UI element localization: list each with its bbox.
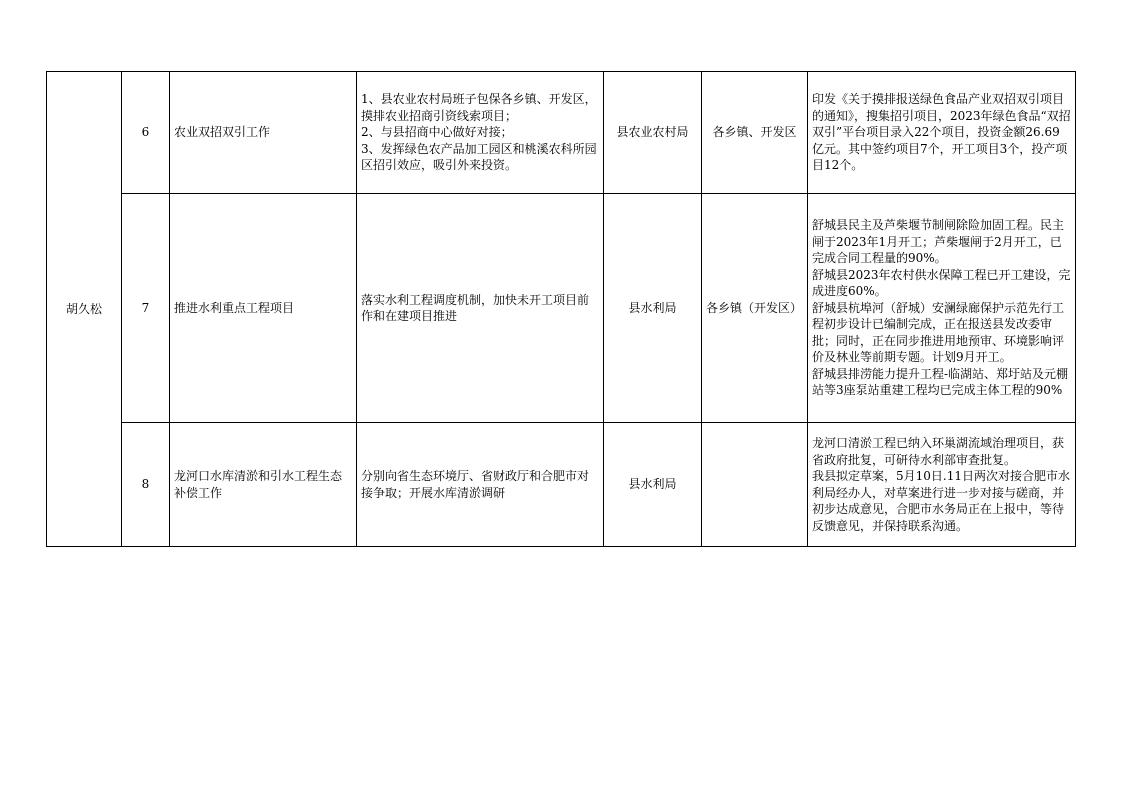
table-row	[47, 423, 1076, 547]
responsible-person: 胡久松	[47, 72, 122, 547]
progress-line: 印发《关于摸排报送绿色食品产业双招双引项目的通知》，搜集招引项目，2023年绿色食品“双招双引”平台项目录入22个项目，投资金额26.69亿元。其中签约项目7个，开工项目3个，投产项目12个。	[812, 92, 1071, 173]
progress-line: 舒城县民主及芦柴堰节制闸除险加固工程。民主闸于2023年1月开工；芦柴堰闸于2月开工，已完成合同工程量的90%。	[812, 218, 1065, 266]
measures-cell	[357, 423, 604, 547]
measure-line: 3、发挥绿色农产品加工园区和桃溪农科所园区招引效应，吸引外来投资。	[361, 141, 597, 173]
cooperating-unit: 各乡镇（开发区）	[702, 194, 808, 423]
table-row	[47, 72, 1076, 194]
measure-line: 分别向省生态环境厅、省财政厅和合肥市对接争取；开展水库清淤调研	[361, 469, 590, 500]
progress-line: 舒城县排涝能力提升工程-临湖站、郑圩站及元棚站等3座泵站重建工程均已完成主体工程的90%	[812, 366, 1069, 398]
row-number: 8	[122, 423, 170, 547]
measure-line: 1、县农业农村局班子包保各乡镇、开发区，摸排农业招商引资线索项目；	[361, 92, 597, 123]
measure-line: 2、与县招商中心做好对接；	[361, 125, 513, 140]
measures-cell	[357, 194, 604, 423]
lead-unit: 县农业农村局	[604, 72, 702, 194]
progress-cell	[808, 423, 1076, 547]
cooperating-unit: 各乡镇、开发区	[702, 72, 808, 194]
progress-line: 舒城县2023年农村供水保障工程已开工建设，完成进度60%。	[812, 267, 1071, 299]
task-name: 推进水利重点工程项目	[170, 194, 357, 423]
progress-cell	[808, 194, 1076, 423]
table-row	[47, 194, 1076, 423]
lead-unit: 县水利局	[604, 194, 702, 423]
row-number: 7	[122, 194, 170, 423]
row-number: 6	[122, 72, 170, 194]
progress-cell	[808, 72, 1076, 194]
task-name: 龙河口水库清淤和引水工程生态补偿工作	[170, 423, 357, 547]
measures-cell	[357, 72, 604, 194]
task-name: 农业双招双引工作	[170, 72, 357, 194]
lead-unit: 县水利局	[604, 423, 702, 547]
measure-line: 落实水利工程调度机制，加快未开工项目前作和在建项目推进	[361, 292, 590, 323]
progress-line: 舒城县杭埠河（舒城）安澜绿廊保护示范先行工程初步设计已编制完成，正在报送县发改委审批；同时，正在同步推进用地预审、环境影响评价及林业等前期专题。计划9月开工。	[812, 300, 1065, 365]
task-table	[46, 71, 1076, 547]
cooperating-unit	[702, 423, 808, 547]
progress-line: 我县拟定草案，5月10日.11日两次对接合肥市水利局经办人，对草案进行进一步对接与磋商，并初步达成意见，合肥市水务局正在上报中，等待反馈意见，并保持联系沟通。	[812, 469, 1070, 533]
progress-line: 龙河口清淤工程已纳入环巢湖流域治理项目，获省政府批复，可研待水利部审查批复。	[812, 436, 1065, 467]
